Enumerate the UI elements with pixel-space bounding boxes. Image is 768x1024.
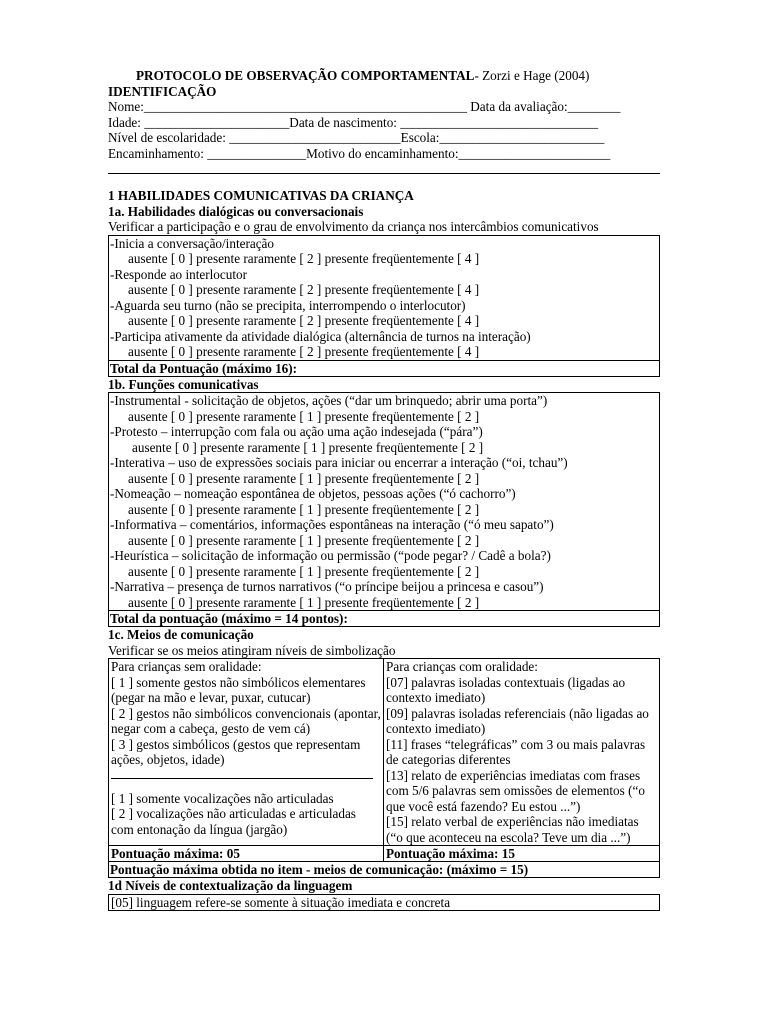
section1a-description: Verificar a participação e o grau de envolvimento da criança nos intercâmbios comunicativos xyxy=(108,219,599,234)
section1c-title: 1c. Meios de comunicação xyxy=(108,627,254,642)
item-options: ausente [ 0 ] presente raramente [ 1 ] presente freqüentemente [ 2 ] xyxy=(128,408,480,424)
section1d-title: 1d Níveis de contextualização da linguagem xyxy=(108,878,353,893)
item-label: -Narrativa – presença de turnos narrativos (“o príncipe beijou a princesa e casou”) xyxy=(110,579,544,594)
section1d-first-item: [05] linguagem refere-se somente à situação imediata e concreta xyxy=(108,894,660,911)
item-options: ausente [ 0 ] presente raramente [ 2 ] presente freqüentemente [ 4 ] xyxy=(128,282,480,297)
section1a-box xyxy=(108,235,660,361)
item-options: ausente [ 0 ] presente raramente [ 1 ] presente freqüentemente [ 2 ] xyxy=(128,501,480,517)
item-label: -Aguarda seu turno (não se precipita, interrompendo o interlocutor) xyxy=(110,297,466,313)
section1b-total: Total da pontuação (máximo = 14 pontos): xyxy=(108,611,660,627)
section1c-table xyxy=(108,658,660,846)
option-item: [09] palavras isoladas referenciais (não ligadas ao contexto imediato) xyxy=(386,705,649,736)
section1b-title: 1b. Funções comunicativas xyxy=(108,376,259,392)
document-page xyxy=(108,68,660,911)
max-score-left: Pontuação máxima: 05 xyxy=(109,846,384,861)
item-options: ausente [ 0 ] presente raramente [ 1 ] presente freqüentemente [ 2 ] xyxy=(132,439,484,455)
section1c-description: Verificar se os meios atingiram níveis de simbolização xyxy=(108,642,396,658)
item-options: ausente [ 0 ] presente raramente [ 1 ] presente freqüentemente [ 2 ] xyxy=(128,532,480,548)
item-label: -Instrumental - solicitação de objetos, ações (“dar um brinquedo; abrir uma porta”) xyxy=(110,393,548,408)
item-label: -Heurística – solicitação de informação ou permissão (“pode pegar? / Cadê a bola?) xyxy=(110,548,551,563)
section1a-title: 1a. Habilidades dialógicas ou conversacionais xyxy=(108,203,364,219)
column-divider xyxy=(111,778,373,779)
item-options: ausente [ 0 ] presente raramente [ 1 ] presente freqüentemente [ 2 ] xyxy=(128,470,480,486)
field-idade: Idade: ______________________Data de nascimento: ______________________________ xyxy=(108,114,599,130)
section1b-box xyxy=(108,392,660,611)
item-options: ausente [ 0 ] presente raramente [ 2 ] presente freqüentemente [ 4 ] xyxy=(128,344,480,359)
item-label: -Interativa – uso de expressões sociais para iniciar ou encerrar a interação (“oi, tchau”) xyxy=(110,455,568,470)
column-com-oralidade xyxy=(384,659,659,845)
section1a-total: Total da Pontuação (máximo 16): xyxy=(108,361,660,377)
option-item: [ 2 ] vocalizações não articuladas e articuladas com entonação da língua (jargão) xyxy=(111,806,356,837)
column-sem-oralidade xyxy=(109,659,384,845)
option-item: [ 3 ] gestos simbólicos (gestos que representam ações, objetos, idade) xyxy=(111,736,361,767)
option-item: [ 2 ] gestos não simbólicos convencionais (apontar, negar com a cabeça, gesto de vem cá) xyxy=(111,705,381,736)
item-label: -Nomeação – nomeação espontânea de objetos, pessoas ações (“ó cachorro”) xyxy=(110,486,516,501)
option-item: [15] relato verbal de experiências não imediatas (“o que aconteceu na escola? Teve um dia ...”) xyxy=(386,814,639,845)
item-label: -Inicia a conversação/interação xyxy=(110,235,275,251)
max-score-right: Pontuação máxima: 15 xyxy=(386,846,515,861)
title-main: PROTOCOLO DE OBSERVAÇÃO COMPORTAMENTAL xyxy=(136,68,475,83)
option-item: [ 1 ] somente vocalizações não articuladas xyxy=(111,790,334,806)
item-options: ausente [ 0 ] presente raramente [ 2 ] presente freqüentemente [ 4 ] xyxy=(128,251,480,266)
field-escolaridade: Nível de escolaridade: __________________________Escola:_________________________ xyxy=(108,130,605,145)
document-title xyxy=(108,68,660,84)
separator-line xyxy=(108,161,660,174)
item-options: ausente [ 0 ] presente raramente [ 1 ] presente freqüentemente [ 2 ] xyxy=(128,594,480,610)
field-encaminhamento: Encaminhamento: _______________Motivo do encaminhamento:_______________________ xyxy=(108,145,611,161)
item-label: -Responde ao interlocutor xyxy=(110,266,247,282)
item-options: ausente [ 0 ] presente raramente [ 2 ] presente freqüentemente [ 4 ] xyxy=(128,313,480,328)
option-item: [13] relato de experiências imediatas com frases com 5/6 palavras sem omissões de elementos (“o que você está fazendo? Eu estou ...”) xyxy=(386,767,645,814)
section1c-total: Pontuação máxima obtida no item - meios de comunicação: (máximo = 15) xyxy=(108,862,660,878)
item-options: ausente [ 0 ] presente raramente [ 1 ] presente freqüentemente [ 2 ] xyxy=(128,563,480,579)
column-heading: Para crianças sem oralidade: xyxy=(111,659,262,674)
item-label: -Protesto – interrupção com fala ou ação uma ação indesejada (“pára”) xyxy=(110,424,483,439)
title-authors: - Zorzi e Hage (2004) xyxy=(474,68,590,83)
item-label: -Informativa – comentários, informações espontâneas na interação (“ó meu sapato”) xyxy=(110,517,554,532)
item-label: -Participa ativamente da atividade dialógica (alternância de turnos na interação) xyxy=(110,328,531,344)
column-heading: Para crianças com oralidade: xyxy=(386,659,538,674)
field-nome: Nome:_________________________________________________ Data da avaliação:________ xyxy=(108,99,621,114)
option-item: [07] palavras isoladas contextuais (ligadas ao contexto imediato) xyxy=(386,674,626,705)
option-item: [ 1 ] somente gestos não simbólicos elementares (pegar na mão e levar, puxar, cutucar) xyxy=(111,674,366,705)
section1c-max-row xyxy=(108,846,660,862)
section1-title: 1 HABILIDADES COMUNICATIVAS DA CRIANÇA xyxy=(108,188,414,203)
identification-heading: IDENTIFICAÇÃO xyxy=(108,83,217,99)
option-item: [11] frases “telegráficas” com 3 ou mais palavras de categorias diferentes xyxy=(386,736,646,767)
